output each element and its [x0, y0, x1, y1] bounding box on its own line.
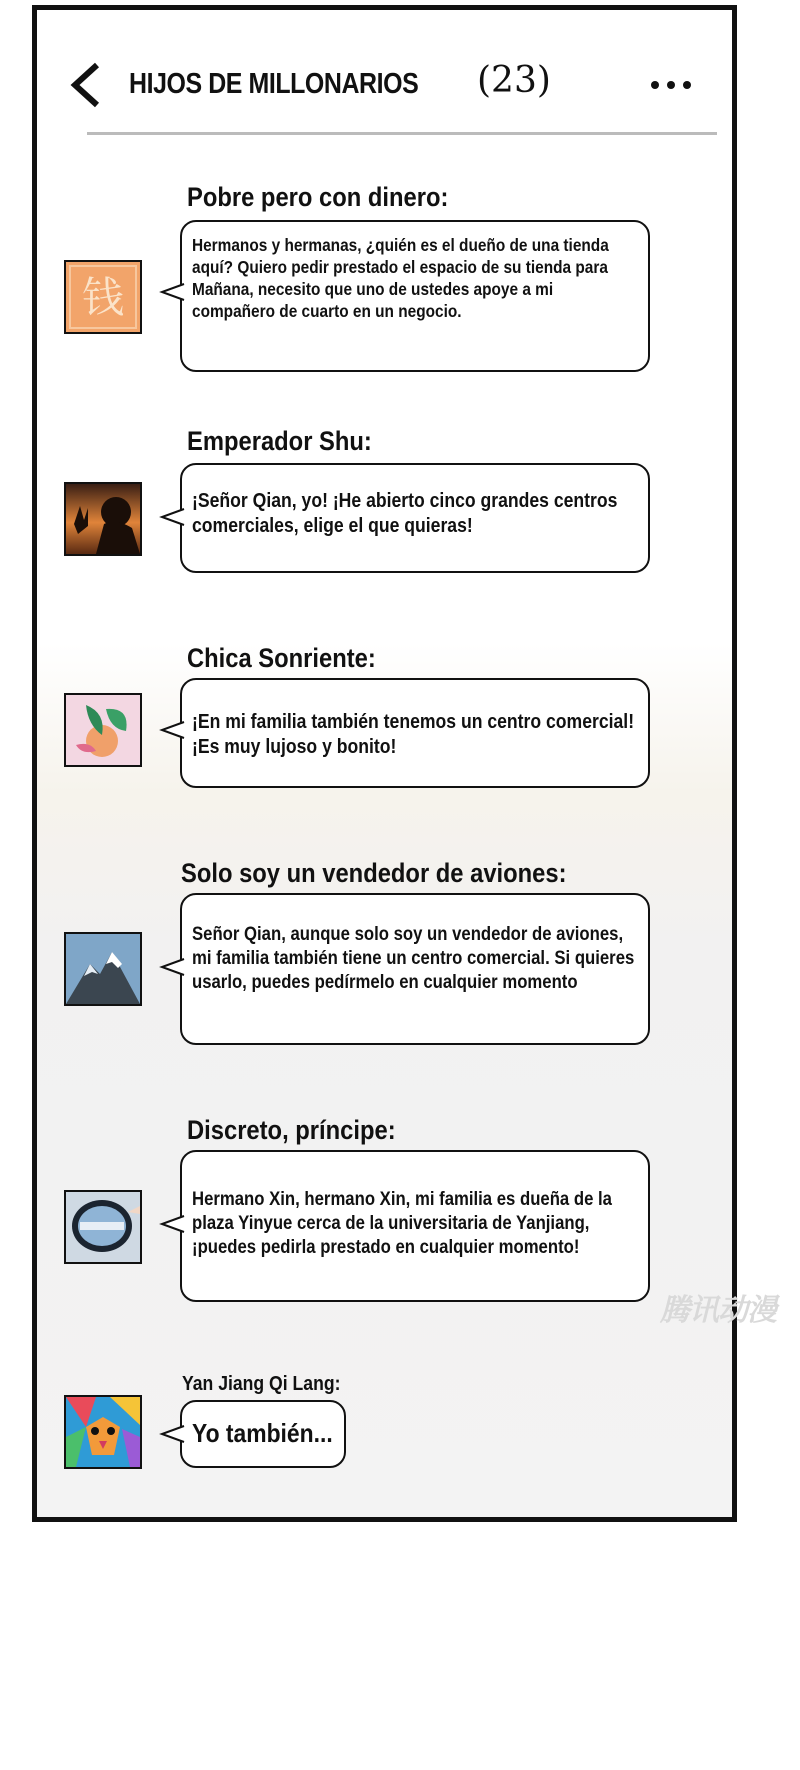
- avatar[interactable]: [64, 260, 142, 334]
- sunglasses-reflection-icon: [66, 1192, 140, 1262]
- sunset-silhouette-icon: [66, 484, 140, 554]
- message-text: ¡Señor Qian, yo! ¡He abierto cinco grandes centros comerciales, elige el que quieras!: [192, 490, 618, 537]
- message-sender: Solo soy un vendedor de aviones:: [181, 858, 567, 888]
- message-bubble[interactable]: [180, 463, 650, 573]
- message-sender: Chica Sonriente:: [187, 643, 376, 673]
- message-bubble[interactable]: [180, 893, 650, 1045]
- message-sender: Discreto, príncipe:: [187, 1115, 396, 1145]
- watermark-logo: 腾讯动漫: [660, 1294, 776, 1327]
- message-sender: Yan Jiang Qi Lang:: [182, 1373, 341, 1395]
- member-count: (23): [477, 60, 551, 101]
- message-bubble[interactable]: [180, 1150, 650, 1302]
- avatar[interactable]: [64, 1395, 142, 1469]
- avatar[interactable]: [64, 482, 142, 556]
- snowy-mountain-icon: [66, 934, 140, 1004]
- message-text: Hermano Xin, hermano Xin, mi familia es dueña de la plaza Yinyue cerca de la universitaria de Yanjiang, ¡puedes pedirla prestado en cualquier momento!: [192, 1189, 612, 1258]
- message-bubble[interactable]: [180, 220, 650, 372]
- message-text: Hermanos y hermanas, ¿quién es el dueño de una tienda aquí? Quiero pedir prestado el espacio de su tienda para Mañana, necesito que uno de ustedes apoye a mi compañero de cuarto en un negocio.: [192, 235, 609, 321]
- message-text: Yo también...: [192, 1418, 333, 1448]
- chat-header: [37, 10, 732, 140]
- avatar[interactable]: [64, 1190, 142, 1264]
- back-button[interactable]: [67, 60, 107, 110]
- message-text: Señor Qian, aunque solo soy un vendedor de aviones, mi familia también tiene un centro comercial. Si quieres usarlo, puedes pedírmelo en cualquier momento: [192, 924, 635, 993]
- svg-text:钱: 钱: [81, 273, 125, 322]
- message-sender: Pobre pero con dinero:: [187, 182, 449, 212]
- chevron-left-icon: [67, 60, 107, 110]
- tropical-leaves-icon: [66, 695, 140, 765]
- message-sender: Emperador Shu:: [187, 426, 372, 456]
- message-bubble[interactable]: [180, 1400, 346, 1468]
- chat-window: [32, 5, 737, 1522]
- message-text: ¡En mi familia también tenemos un centro comercial! ¡Es muy lujoso y bonito!: [192, 711, 635, 758]
- money-character-icon: [66, 262, 140, 332]
- more-dots-icon: [647, 70, 697, 100]
- avatar[interactable]: [64, 693, 142, 767]
- avatar[interactable]: [64, 932, 142, 1006]
- colorful-lion-icon: [66, 1397, 140, 1467]
- group-title: HIJOS DE MILLONARIOS: [129, 68, 419, 100]
- message-bubble[interactable]: [180, 678, 650, 788]
- header-divider: [87, 132, 717, 135]
- more-options-button[interactable]: [647, 70, 697, 100]
